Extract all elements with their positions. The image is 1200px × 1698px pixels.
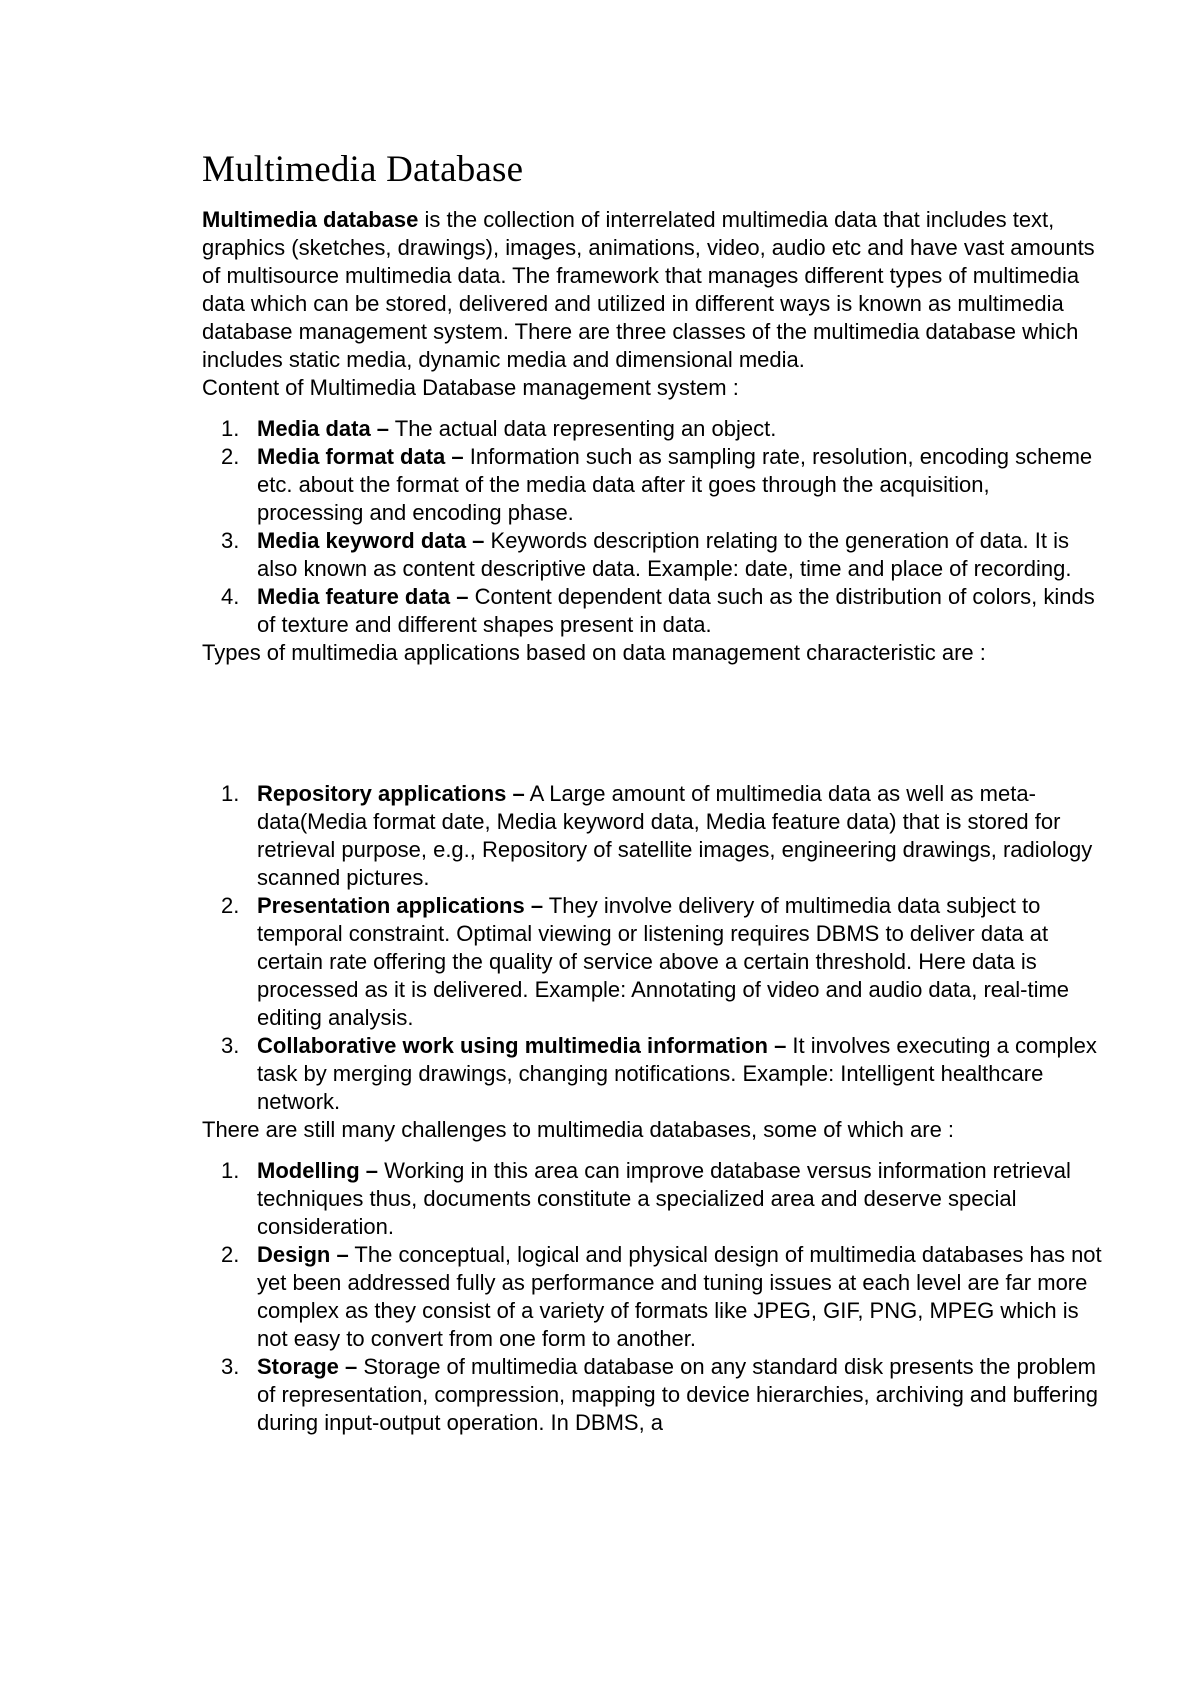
list-number: 1. — [221, 1158, 240, 1184]
document-body — [202, 140, 1102, 1437]
types-heading: Types of multimedia applications based on data management characteristic are : — [202, 640, 986, 666]
item-term: Media keyword data – — [257, 528, 485, 554]
list-item — [202, 1032, 1102, 1116]
item-text: Content dependent data such as the distribution of colors, kinds of texture and different shapes present in data. — [257, 584, 1095, 638]
item-text: It involves executing a complex task by merging drawings, changing notifications. Example: Intelligent healthcare network. — [257, 1033, 1097, 1115]
item-term: Modelling – — [257, 1158, 378, 1184]
item-text: Information such as sampling rate, resolution, encoding scheme etc. about the format of the media data after it goes through the acquisition, processing and encoding phase. — [257, 444, 1093, 526]
list-number: 3. — [221, 1033, 240, 1059]
item-term: Storage – — [257, 1354, 358, 1380]
list-number: 1. — [221, 416, 240, 442]
intro-term: Multimedia database — [202, 207, 419, 233]
list-item — [202, 1157, 1102, 1241]
intro-text: is the collection of interrelated multimedia data that includes text, graphics (sketches, drawings), images, animations, video, audio etc and have vast amounts of multisource multimedia data. The framework that manages different types of multimedia data which can be stored, delivered and utilized in different ways is known as multimedia database management system. There are three classes of the multimedia database which includes static media, dynamic media and dimensional media. — [202, 207, 1095, 373]
item-term: Presentation applications – — [257, 893, 544, 919]
item-text: A Large amount of multimedia data as well as meta-data(Media format date, Media keyword data, Media feature data) that is stored for retrieval purpose, e.g., Repository of satellite images, engineering drawings, radiology scanned pictures. — [257, 781, 1093, 891]
list-item — [202, 780, 1102, 892]
item-term: Collaborative work using multimedia information – — [257, 1033, 787, 1059]
list-item — [202, 527, 1102, 583]
content-list — [202, 415, 1102, 639]
list-number: 3. — [221, 528, 240, 554]
item-text: The actual data representing an object. — [389, 416, 777, 442]
list-item — [202, 415, 1102, 443]
types-list — [202, 780, 1102, 1116]
item-text: Storage of multimedia database on any standard disk presents the problem of representation, compression, mapping to device hierarchies, archiving and buffering during input-output operation. In DBMS, a — [257, 1354, 1098, 1436]
list-item — [202, 892, 1102, 1032]
item-term: Media data – — [257, 416, 390, 442]
intro-paragraph — [202, 206, 1102, 374]
challenges-heading: There are still many challenges to multimedia databases, some of which are : — [202, 1117, 955, 1143]
list-item — [202, 1353, 1102, 1437]
item-text: They involve delivery of multimedia data subject to temporal constraint. Optimal viewing or listening requires DBMS to deliver data at certain rate offering the quality of service above a certain threshold. Here data is processed as it is delivered. Example: Annotating of video and audio data, real-time editing analysis. — [257, 893, 1070, 1031]
item-text: The conceptual, logical and physical design of multimedia databases has not yet been addressed fully as performance and tuning issues at each level are far more complex as they consist of a variety of formats like JPEG, GIF, PNG, MPEG which is not easy to convert from one form to another. — [257, 1242, 1102, 1352]
content-heading: Content of Multimedia Database management system : — [202, 375, 739, 401]
page-title: Multimedia Database — [202, 149, 524, 190]
item-text: Keywords description relating to the generation of data. It is also known as content descriptive data. Example: date, time and place of recording. — [257, 528, 1072, 582]
list-item — [202, 443, 1102, 527]
blank-space — [202, 667, 1102, 767]
item-term: Media format data – — [257, 444, 464, 470]
list-number: 4. — [221, 584, 240, 610]
list-number: 3. — [221, 1354, 240, 1380]
list-number: 2. — [221, 444, 240, 470]
item-text: Working in this area can improve database versus information retrieval techniques thus, documents constitute a specialized area and deserve special consideration. — [257, 1158, 1071, 1240]
list-number: 2. — [221, 893, 240, 919]
list-number: 2. — [221, 1242, 240, 1268]
item-term: Design – — [257, 1242, 349, 1268]
challenges-list — [202, 1157, 1102, 1437]
list-item — [202, 583, 1102, 639]
item-term: Repository applications – — [257, 781, 525, 807]
item-term: Media feature data – — [257, 584, 469, 610]
list-item — [202, 1241, 1102, 1353]
list-number: 1. — [221, 781, 240, 807]
